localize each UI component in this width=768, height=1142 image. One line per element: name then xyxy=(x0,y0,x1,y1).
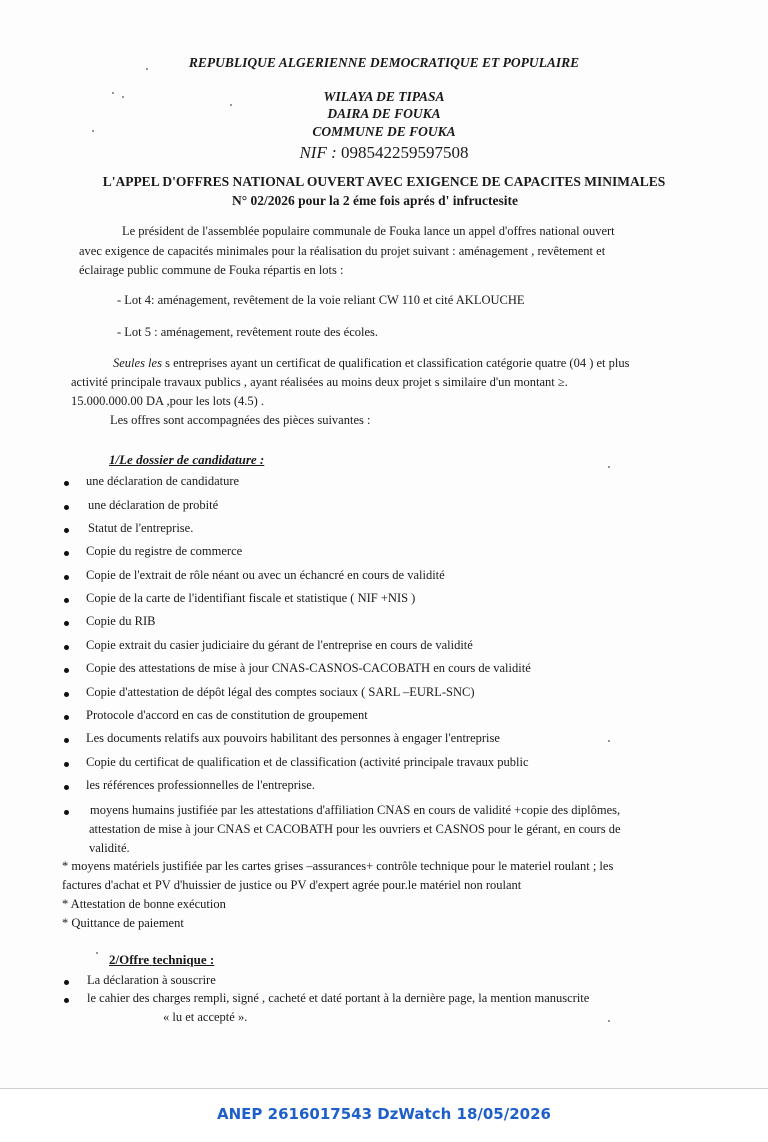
scan-speck xyxy=(96,952,98,954)
bullet-icon xyxy=(64,621,69,626)
bullet-icon xyxy=(64,528,69,533)
bullet-icon xyxy=(64,738,69,743)
list-item: Copie des attestations de mise à jour CNAS-CASNOS-CACOBATH en cours de validité xyxy=(86,661,531,675)
list-item-line-2: attestation de mise à jour CNAS et CACOBATH pour les ouvriers et CASNOS pour le gérant, en cours de xyxy=(89,822,621,836)
bullet-icon xyxy=(64,645,69,650)
bullet-icon xyxy=(64,980,69,985)
bullet-icon xyxy=(64,505,69,510)
list-item: Copie du RIB xyxy=(86,614,156,628)
list-item: Copie d'attestation de dépôt légal des comptes sociaux ( SARL –EURL-SNC) xyxy=(86,685,475,699)
eligibility-line-2: activité principale travaux publics , ayant réalisées au moins deux projet s similaire d'un montant ≥. xyxy=(71,375,568,389)
list-item: Copie du certificat de qualification et de classification (activité principale travaux public xyxy=(86,755,529,769)
list-item: Copie de l'extrait de rôle néant ou avec un échancré en cours de validité xyxy=(86,568,445,582)
list-item: Statut de l'entreprise. xyxy=(88,521,194,535)
bullet-icon xyxy=(64,715,69,720)
nif-label: NIF : xyxy=(299,143,337,162)
list-item: Protocole d'accord en cas de constitution de groupement xyxy=(86,708,368,722)
list-item: La déclaration à souscrire xyxy=(87,973,216,987)
intro-line-2: avec exigence de capacités minimales pour la réalisation du projet suivant : aménagement , revêtement et xyxy=(79,244,606,258)
list-item: Copie extrait du casier judiciaire du gérant de l'entreprise en cours de validité xyxy=(86,638,473,652)
lot-5: - Lot 5 : aménagement, revêtement route des écoles. xyxy=(117,325,379,339)
commune-heading: COMMUNE DE FOUKA xyxy=(312,124,456,139)
section-2-heading: 2/Offre technique : xyxy=(109,952,215,967)
nif-value: 098542259597508 xyxy=(341,143,469,162)
tender-title: L'APPEL D'OFFRES NATIONAL OUVERT AVEC EXIGENCE DE CAPACITES MINIMALES xyxy=(102,174,666,189)
list-item: Copie du registre de commerce xyxy=(86,544,243,558)
republic-heading: REPUBLIQUE ALGERIENNE DEMOCRATIQUE ET POPULAIRE xyxy=(188,55,580,70)
list-item-line-1: moyens humains justifiée par les attestations d'affiliation CNAS en cours de validité +copie des diplômes, xyxy=(90,803,621,817)
list-item-line-3: validité. xyxy=(89,841,130,855)
nif-line xyxy=(0,143,768,163)
attestation-note: * Attestation de bonne exécution xyxy=(62,897,226,911)
materiel-note-line-2: factures d'achat et PV d'huissier de justice ou PV d'expert agrée pour.le matériel non roulant xyxy=(62,878,522,892)
bullet-icon xyxy=(64,598,69,603)
eligibility-line-3: 15.000.000.00 DA ,pour les lots (4.5) . xyxy=(71,394,265,408)
eligibility-lead: Seules les xyxy=(113,356,162,370)
tender-number: N° 02/2026 pour la 2 éme fois aprés d' infructesite xyxy=(232,193,518,208)
bullet-icon xyxy=(64,785,69,790)
lot-4: - Lot 4: aménagement, revêtement de la voie reliant CW 110 et cité AKLOUCHE xyxy=(117,293,525,307)
daira-heading: DAIRA DE FOUKA xyxy=(327,106,441,121)
scan-speck xyxy=(608,740,610,742)
intro-line-1: Le président de l'assemblée populaire communale de Fouka lance un appel d'offres national ouvert xyxy=(122,224,615,238)
bullet-icon xyxy=(64,998,69,1003)
scan-speck xyxy=(608,1020,610,1022)
eligibility-line-1 xyxy=(113,354,629,373)
eligibility-text: s entreprises ayant un certificat de qualification et classification catégorie quatre (04 ) et plus xyxy=(161,356,630,370)
bullet-icon xyxy=(64,810,69,815)
list-item: une déclaration de probité xyxy=(88,498,219,512)
list-item-line-1: le cahier des charges rempli, signé , cacheté et daté portant à la dernière page, la mention manuscrite xyxy=(87,991,590,1005)
list-item: Les documents relatifs aux pouvoirs habilitant des personnes à engager l'entreprise xyxy=(86,731,500,745)
eligibility-line-4: Les offres sont accompagnées des pièces suivantes : xyxy=(110,413,371,427)
scan-speck xyxy=(608,466,610,468)
bullet-icon xyxy=(64,762,69,767)
bullet-icon xyxy=(64,481,69,486)
list-item: Copie de la carte de l'identifiant fiscale et statistique ( NIF +NIS ) xyxy=(86,591,416,605)
list-item: une déclaration de candidature xyxy=(86,474,240,488)
publication-footer: ANEP 2616017543 DzWatch 18/05/2026 xyxy=(217,1105,551,1123)
quittance-note: * Quittance de paiement xyxy=(62,916,184,930)
bullet-icon xyxy=(64,551,69,556)
wilaya-heading: WILAYA DE TIPASA xyxy=(323,89,445,104)
section-1-heading: 1/Le dossier de candidature : xyxy=(109,452,265,467)
bullet-icon xyxy=(64,668,69,673)
materiel-note-line-1: * moyens matériels justifiée par les cartes grises –assurances+ contrôle technique pour le materiel roulant ; les xyxy=(62,859,614,873)
list-item-line-2: « lu et accepté ». xyxy=(163,1010,248,1024)
intro-line-3: éclairage public commune de Fouka répartis en lots : xyxy=(79,263,344,277)
list-item: les références professionnelles de l'entreprise. xyxy=(86,778,315,792)
bullet-icon xyxy=(64,692,69,697)
bullet-icon xyxy=(64,575,69,580)
